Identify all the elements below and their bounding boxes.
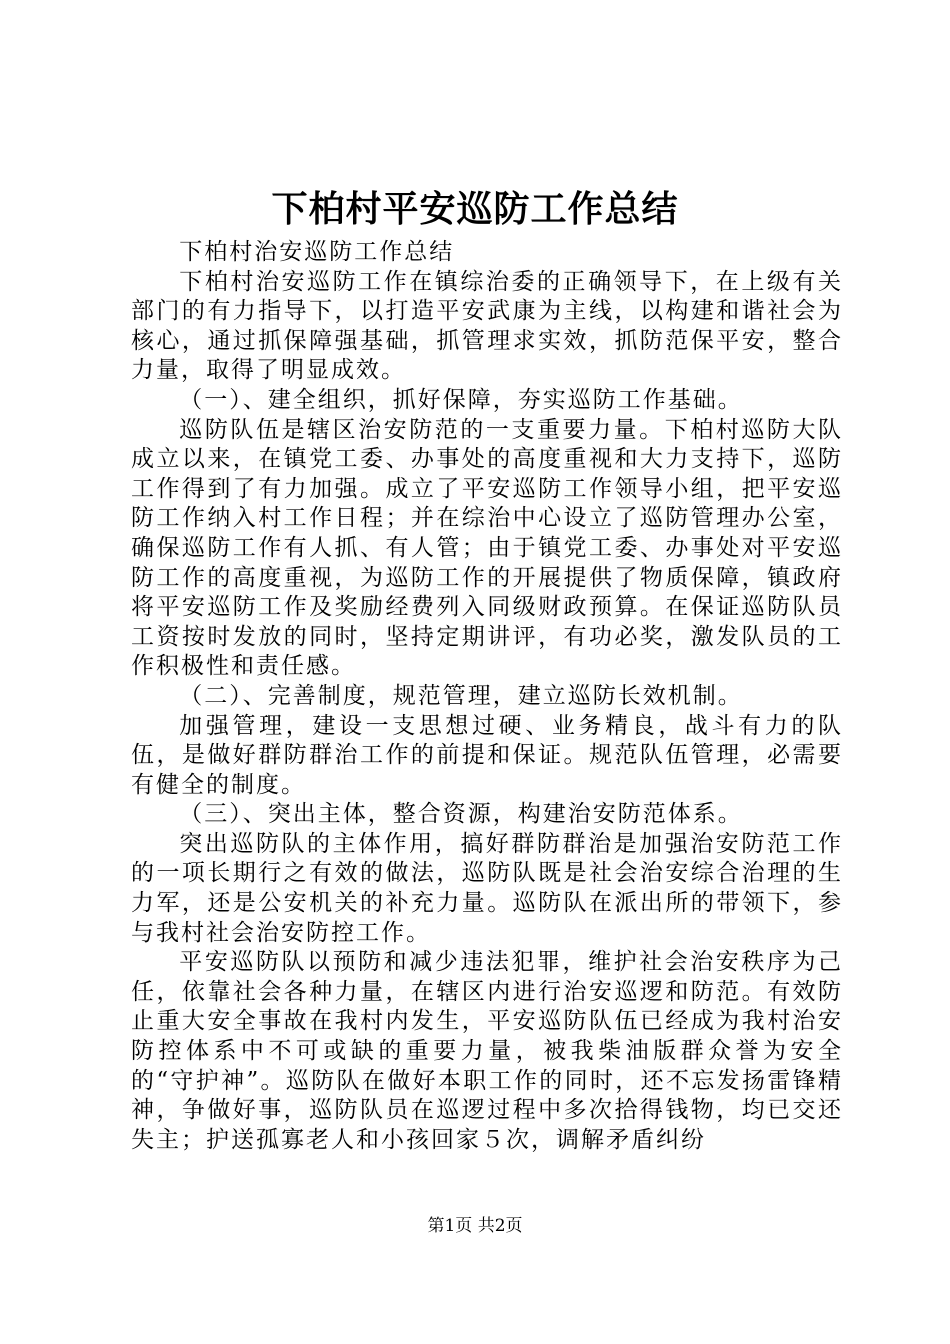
page-number-footer: 第1页 共2页 [427,1216,523,1236]
paragraph-section-2: 加强管理，建设一支思想过硬、业务精良，战斗有力的队伍，是做好群防群治工作的前提和保证。规范队伍管理，必需要有健全的制度。 [131,712,843,798]
paragraph-patrol-team: 平安巡防队以预防和减少违法犯罪，维护社会治安秩序为己任，依靠社会各种力量，在辖区内进行治安巡逻和防范。有效防止重大安全事故在我村内发生，平安巡防队伍已经成为我村治安防控体系中不可或缺的重要力量，被我柴油版群众誉为安全的“守护神”。巡防队在做好本职工作的同时，还不忘发扬雷锋精神，争做好事，巡防队员在巡逻过程中多次拾得钱物，均已交还失主；护送孤寡老人和小孩回家５次，调解矛盾纠纷 [131,949,843,1153]
section-heading-2: （二）、完善制度，规范管理，建立巡防长效机制。 [179,682,743,709]
paragraph-section-3: 突出巡防队的主体作用，搞好群防群治是加强治安防范工作的一项长期行之有效的做法，巡防队既是社会治安综合治理的生力军，还是公安机关的补充力量。巡防队在派出所的带领下，参与我村社会治安防控工作。 [131,830,843,946]
document-body [131,238,843,1155]
paragraph-subtitle: 下柏村治安巡防工作总结 [179,239,455,265]
paragraph-intro: 下柏村治安巡防工作在镇综治委的正确领导下，在上级有关部门的有力指导下，以打造平安武康为主线，以构建和谐社会为核心，通过抓保障强基础，抓管理求实效，抓防范保平安，整合力量，取得了明显成效。 [131,268,843,384]
section-heading-1: （一）、建全组织，抓好保障，夯实巡防工作基础。 [179,386,743,413]
section-heading-3: （三）、突出主体，整合资源，构建治安防范体系。 [179,801,743,828]
document-title: 下柏村平安巡防工作总结 [271,188,679,230]
paragraph-section-1: 巡防队伍是辖区治安防范的一支重要力量。下柏村巡防大队成立以来，在镇党工委、办事处的高度重视和大力支持下，巡防工作得到了有力加强。成立了平安巡防工作领导小组，把平安巡防工作纳入村工作日程；并在综治中心设立了巡防管理办公室，确保巡防工作有人抓、有人管；由于镇党工委、办事处对平安巡防工作的高度重视，为巡防工作的开展提供了物质保障，镇政府将平安巡防工作及奖励经费列入同级财政预算。在保证巡防队员工资按时发放的同时，坚持定期讲评，有功必奖，激发队员的工作积极性和责任感。 [131,416,843,680]
